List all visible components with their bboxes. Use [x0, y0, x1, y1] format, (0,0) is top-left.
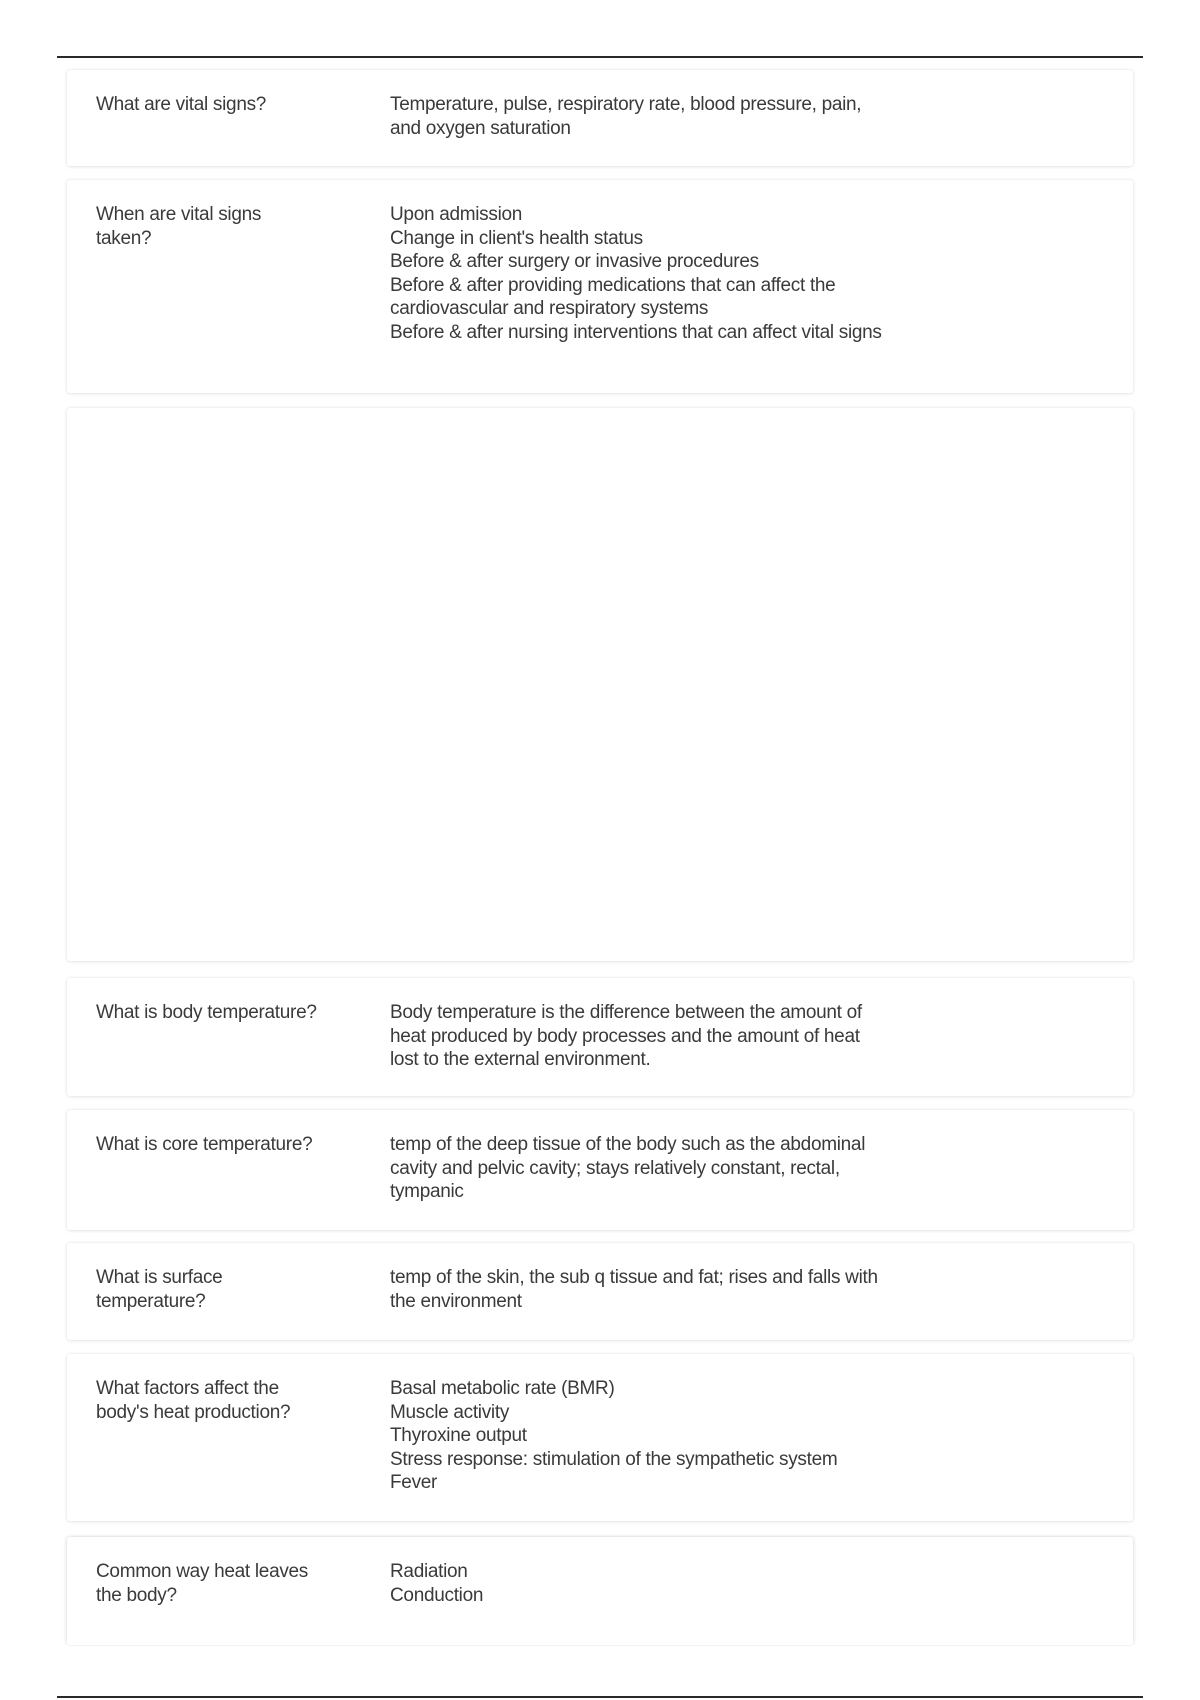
flashcard-when-vital-signs — [67, 180, 1133, 393]
flashcard-surface-temperature — [67, 1243, 1133, 1340]
definition-line: Basal metabolic rate (BMR) — [390, 1378, 615, 1399]
card-term: When are vital signs taken? — [96, 204, 262, 249]
flashcard-blank — [67, 408, 1133, 961]
flashcard-body-temperature — [67, 978, 1133, 1096]
definition-line: Muscle activity — [390, 1401, 510, 1423]
definition-line: temp of the deep tissue of the body such as the abdominal cavity and pelvic cavity; stays relatively constant, rectal, tympanic — [390, 1134, 866, 1202]
card-term: What are vital signs? — [96, 94, 267, 115]
top-rule — [57, 56, 1143, 58]
card-term: What is body temperature? — [96, 1002, 317, 1023]
bottom-rule — [57, 1696, 1143, 1698]
card-definition — [390, 93, 890, 140]
definition-line: Thyroxine output — [390, 1425, 527, 1446]
card-definition — [390, 1001, 890, 1072]
definition-line: Temperature, pulse, respiratory rate, blood pressure, pain, and oxygen saturation — [390, 94, 862, 139]
definition-line: Radiation — [390, 1561, 468, 1582]
card-term: What is core temperature? — [96, 1134, 313, 1155]
flashcard-core-temperature — [67, 1110, 1133, 1230]
card-definition — [390, 1266, 890, 1313]
card-definition — [390, 203, 890, 344]
definition-line: Stress response: stimulation of the sympathetic system — [390, 1448, 838, 1470]
flashcard-vital-signs — [67, 70, 1133, 166]
card-definition — [390, 1377, 890, 1495]
card-term: What factors affect the body's heat production? — [96, 1378, 291, 1423]
flashcard-heat-loss — [67, 1537, 1133, 1645]
card-term: Common way heat leaves the body? — [96, 1561, 309, 1606]
card-definition — [390, 1560, 890, 1607]
definition-line: Before & after surgery or invasive procedures — [390, 251, 759, 272]
definition-line: Upon admission — [390, 204, 523, 225]
card-term: What is surface temperature? — [96, 1267, 223, 1312]
definition-line: Fever — [390, 1472, 438, 1493]
definition-line: Before & after providing medications that can affect the cardiovascular and respiratory systems — [390, 274, 836, 319]
definition-line: Conduction — [390, 1584, 484, 1606]
definition-line: Change in client's health status — [390, 227, 643, 249]
definition-line: temp of the skin, the sub q tissue and fat; rises and falls with the environment — [390, 1267, 878, 1312]
flashcard-heat-production — [67, 1354, 1133, 1521]
card-definition — [390, 1133, 890, 1204]
definition-line: Body temperature is the difference between the amount of heat produced by body processes and the amount of heat lost to the external environment. — [390, 1002, 862, 1070]
definition-line: Before & after nursing interventions that can affect vital signs — [390, 321, 882, 343]
